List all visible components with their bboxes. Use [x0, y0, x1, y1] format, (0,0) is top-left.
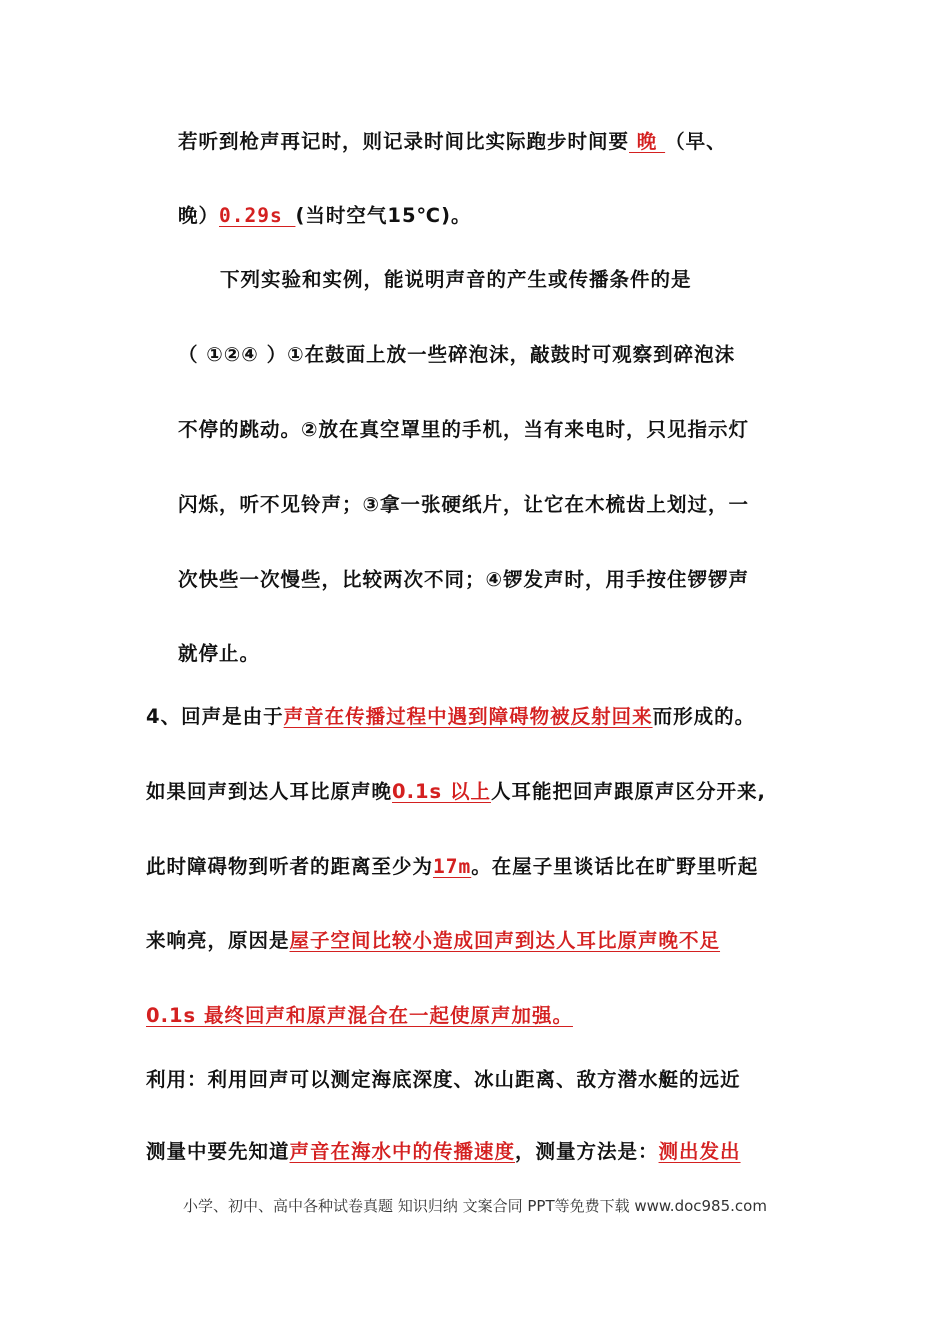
text-segment: 就停止。: [178, 642, 261, 665]
text-line-5: [178, 416, 749, 444]
text-segment: 。在屋子里谈话比在旷野里听起: [471, 855, 759, 878]
text-segment: (当时空气15℃)。: [295, 204, 472, 227]
text-line-10: [146, 778, 766, 806]
answer-text: 测出发出: [658, 1140, 741, 1163]
text-segment: 晚）: [178, 204, 220, 227]
answer-text: 声音在传播过程中遇到障碍物被反射回来: [283, 705, 653, 728]
text-segment: 测量中要先知道: [146, 1140, 290, 1163]
page-footer: 小学、初中、高中各种试卷真题 知识归纳 文案合同 PPT等免费下载 www.doc985.com: [183, 1197, 767, 1215]
text-line-1: [178, 128, 727, 156]
text-segment: 闪烁，听不见铃声；③拿一张硬纸片，让它在木梳齿上划过，一: [178, 493, 750, 516]
text-segment: （ ①②④ ）①在鼓面上放一些碎泡沫，敲鼓时可观察到碎泡沫: [178, 343, 736, 366]
text-segment: 来响亮，原因是: [146, 929, 290, 952]
text-segment: 若听到枪声再记时，则记录时间比实际跑步时间要: [178, 130, 630, 153]
text-segment: 而形成的。: [652, 705, 756, 728]
answer-text: 17m: [433, 855, 472, 878]
answer-text: 0.1s 以上: [392, 780, 491, 803]
text-line-4: [178, 341, 735, 369]
text-segment: 不停的跳动。②放在真空罩里的手机，当有来电时，只见指示灯: [178, 418, 750, 441]
text-line-14: [146, 1066, 741, 1094]
text-segment: （早、: [665, 130, 727, 153]
answer-text: 晚: [629, 130, 666, 153]
text-line-13: [146, 1002, 573, 1030]
text-segment: ，测量方法是：: [515, 1140, 659, 1163]
text-segment: 如果回声到达人耳比原声晚: [146, 780, 393, 803]
text-segment: 利用：利用回声可以测定海底深度、冰山距离、敌方潜水艇的远近: [146, 1068, 741, 1091]
text-segment: 下列实验和实例，能说明声音的产生或传播条件的是: [220, 268, 692, 291]
text-line-15: [146, 1138, 741, 1166]
text-segment: 此时障碍物到听者的距离至少为: [146, 855, 434, 878]
text-line-6: [178, 491, 749, 519]
text-line-2: [178, 202, 472, 230]
answer-text: 屋子空间比较小造成回声到达人耳比原声晚不足: [289, 929, 721, 952]
answer-text: 0.1s 最终回声和原声混合在一起使原声加强。: [146, 1004, 573, 1027]
text-line-8: [178, 640, 260, 668]
text-line-9: [146, 703, 755, 731]
text-segment: 人耳能把回声跟原声区分开来,: [490, 780, 766, 803]
text-line-11: [146, 853, 758, 881]
answer-text: 声音在海水中的传播速度: [289, 1140, 516, 1163]
text-line-3: [220, 266, 692, 294]
answer-text: 0.29s: [219, 204, 296, 227]
text-line-7: [178, 566, 749, 594]
text-segment: 次快些一次慢些，比较两次不同；④锣发声时，用手按住锣锣声: [178, 568, 750, 591]
text-line-12: [146, 927, 720, 955]
text-segment: 4、回声是由于: [146, 705, 284, 728]
